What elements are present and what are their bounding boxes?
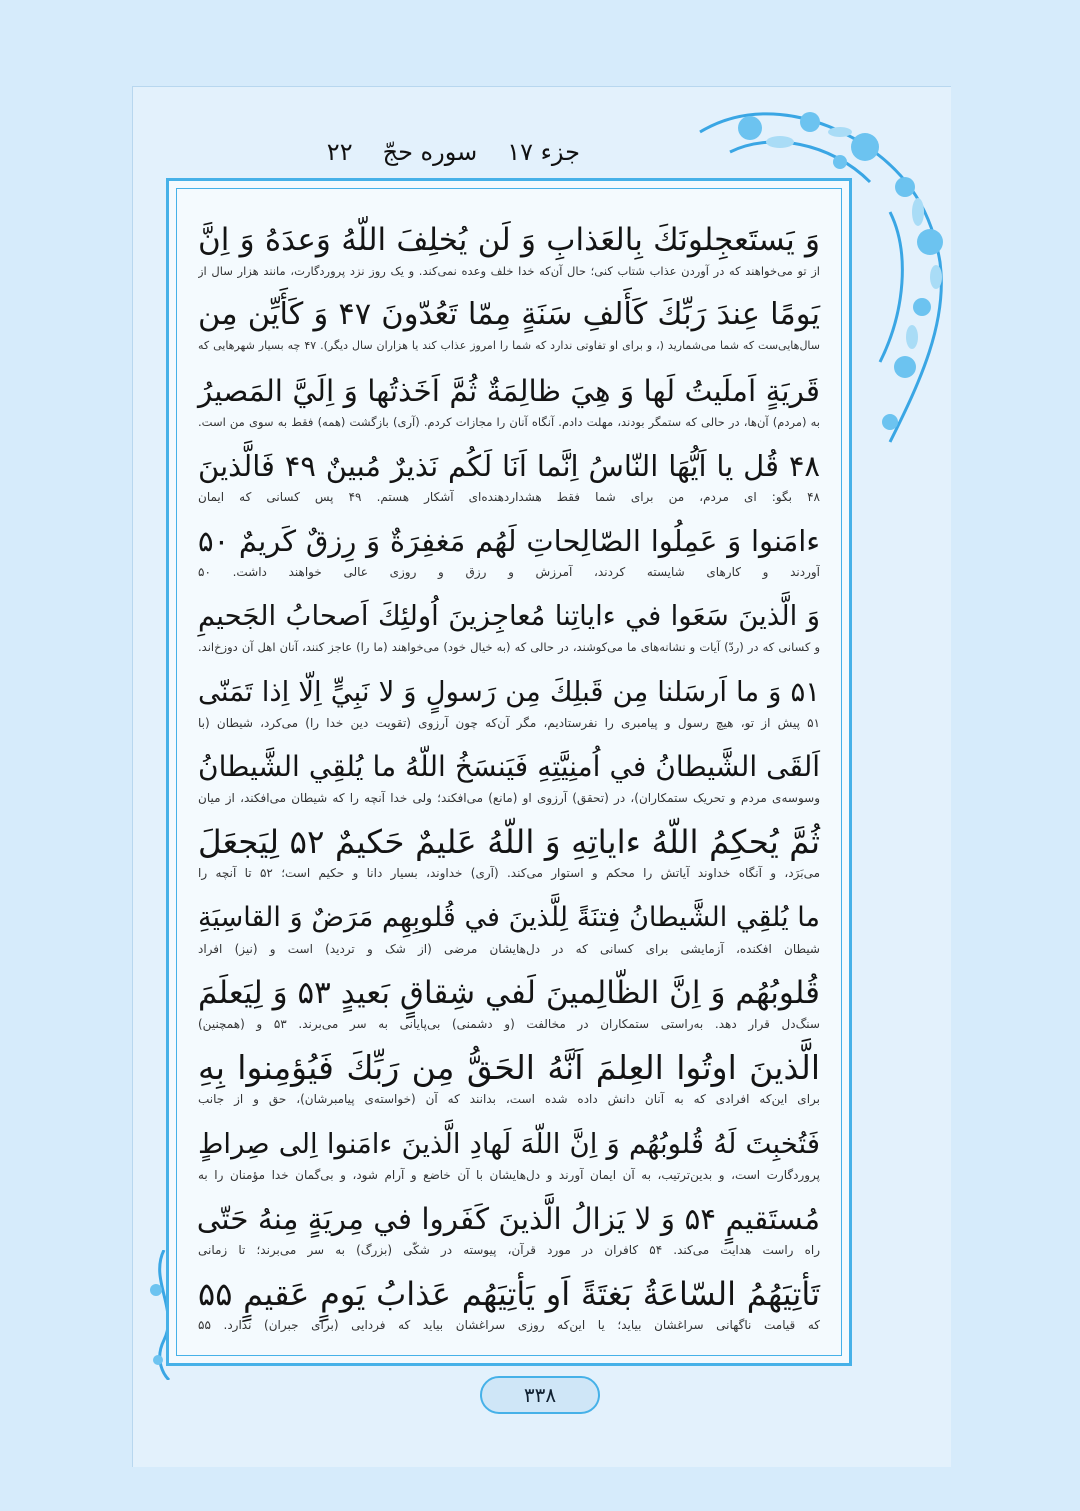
translation-text: ۴۸ بگو: ای مردم، من برای شما فقط هشداردهنده‌ای آشکار هستم. ۴۹ پس کسانی که ایمان <box>198 489 820 504</box>
verse-line <box>198 971 820 1046</box>
arabic-text: ثُمَّ يُحكِمُ اللّهُ ءاياتِهِ وَ اللّهُ عَليمٌ حَكيمٌ ۵۲ لِيَجعَلَ <box>198 823 820 862</box>
verse-line <box>198 1197 820 1272</box>
verse-line <box>198 1272 820 1347</box>
arabic-text: وَ يَستَعجِلونَكَ بِالعَذابِ وَ لَن يُخلِفَ اللّهُ وَعدَهُ وَ اِنَّ <box>198 222 820 258</box>
verse-line <box>198 218 820 293</box>
translation-text: شیطان افکنده، آزمایشی برای کسانی که در دل‌هایشان مرضی (از شک و تردید) است و (نیز) افراد <box>198 941 820 956</box>
verse-line <box>198 369 820 444</box>
arabic-text: فَتُخبِتَ لَهُ قُلوبُهُم وَ اِنَّ اللّهَ لَهادِ الَّذينَ ءامَنوا اِلى صِراطٍ <box>198 1127 820 1160</box>
translation-text: می‌بَرَد، و آنگاه خداوند آیاتش را محکم و استوار می‌کند. (آری) خداوند، بسیار دانا و حکیم است؛ ۵۲ تا آنچه را <box>198 866 820 881</box>
page-number: ۳۳۸ <box>480 1376 600 1414</box>
translation-text: برای این‌که افرادی که به آنان دانش داده شده است، بدانند که آن (خواسته‌ی پیامبرشان)، حق و از جانب <box>198 1092 820 1107</box>
translation-text: ۵۱ پیش از تو، هیچ رسول و پیامبری را نفرستادیم، مگر آن‌که چون آرزوی (تقویت دین خدا را) می‌کرد، شیطان (با <box>198 715 820 730</box>
arabic-text: ۴۸ قُل يا اَيُّهَا النّاسُ اِنَّما اَنَا لَكُم نَذيرٌ مُبينٌ ۴۹ فَالَّذينَ <box>198 448 821 483</box>
translation-text: سنگ‌دل قرار دهد. به‌راستی ستمکاران در مخالفت (و دشمنی) بی‌پایانی به سر می‌برند. ۵۳ و (همچنین) <box>198 1016 820 1031</box>
translation-text: به (مردم) آن‌ها، در حالی که ستمگر بودند، مهلت دادم. آنگاه آنان را مجازات کردم. (آری) بازگشت (همه) فقط به سوی من است. <box>198 414 820 429</box>
translation-text: از تو می‌خواهند که در آوردن عذاب شتاب کنی؛ حال آن‌که خدا خلف وعده نمی‌کند. و یک روز نزد پروردگارت، مانند هزار سال از <box>198 264 820 278</box>
arabic-text: وَ الَّذينَ سَعَوا في ءاياتِنا مُعاجِزينَ اُولئِكَ اَصحابُ الجَحيمِ <box>198 600 820 633</box>
translation-text: سال‌هایی‌ست که شما می‌شمارید (، و برای او تفاوتی ندارد که شما را امروز عذاب کند یا هزاران سال دیگر). ۴۷ چه بسیار شهرهایی که <box>198 339 820 353</box>
arabic-text: ۵۱ وَ ما اَرسَلنا مِن قَبلِكَ مِن رَسولٍ وَ لا نَبِيٍّ اِلّا اِذا تَمَنّى <box>198 675 820 708</box>
arabic-text: مُستَقيمٍ ۵۴ وَ لا يَزالُ الَّذينَ كَفَروا في مِريَةٍ مِنهُ حَتّى <box>196 1201 820 1236</box>
verse-line <box>198 1122 820 1197</box>
arabic-text: ءامَنوا وَ عَمِلُوا الصّالِحاتِ لَهُم مَغفِرَةٌ وَ رِزقٌ كَريمٌ ۵۰ <box>198 524 820 559</box>
verse-line <box>198 293 820 368</box>
verse-line <box>198 745 820 820</box>
verse-line <box>198 444 820 519</box>
arabic-text: تَأتِيَهُمُ السّاعَةُ بَغتَةً اَو يَأتِيَهُم عَذابُ يَومٍ عَقيمٍ ۵۵ <box>198 1275 820 1314</box>
verse-line <box>198 594 820 669</box>
verse-line <box>198 670 820 745</box>
juz-label: جزء ۱۷ <box>507 138 580 166</box>
arabic-text: ما يُلقِي الشَّيطانُ فِتنَةً لِلَّذينَ في قُلوبِهِم مَرَضٌ وَ القاسِيَةِ <box>198 901 820 933</box>
page-header <box>300 132 580 172</box>
arabic-text: قَريَةٍ اَملَيتُ لَها وَ هِيَ ظالِمَةٌ ثُمَّ اَخَذتُها وَ اِلَيَّ المَصيرُ <box>198 373 820 408</box>
arabic-text: الَّذينَ اوتُوا العِلمَ اَنَّهُ الحَقُّ مِن رَبِّكَ فَيُؤمِنوا بِهِ <box>198 1048 820 1088</box>
arabic-text: اَلقَى الشَّيطانُ في اُمنِيَّتِهِ فَيَنسَخُ اللّهُ ما يُلقِي الشَّيطانُ <box>198 750 820 784</box>
verse-line <box>198 519 820 594</box>
surah-label: سوره حجّ <box>382 138 478 166</box>
translation-text: وسوسه‌ی مردم و تحریک ستمکاران)، در (تحقق) آرزوی او (مانع) می‌افکند؛ ولی خدا آنچه را که شیطان می‌افکند، از میان <box>198 791 820 806</box>
arabic-text: يَومًا عِندَ رَبِّكَ كَأَلفِ سَنَةٍ مِمّا تَعُدّونَ ۴۷ وَ كَأَيِّن مِن <box>198 297 821 333</box>
verse-line <box>198 820 820 895</box>
translation-text: و کسانی که در (ردّ) آیات و نشانه‌های ما می‌کوشند، در حالی که (به خیال خود) می‌خواهند (ما را) عاجز کنند، آنان اهل آن دوزخ‌اند. <box>198 640 820 655</box>
verse-block <box>198 218 820 1348</box>
translation-text: آوردند و کارهای شایسته کردند، آمرزش و رزق و روزی عالی خواهند داشت. ۵۰ <box>198 565 820 580</box>
translation-text: پروردگارت است، و بدین‌ترتیب، به آن ایمان آورند و دل‌هایشان با آن خاضع و آرام شود، و بی‌گمان خدا مؤمنان را به <box>198 1167 820 1182</box>
verse-line <box>198 1046 820 1121</box>
verse-line <box>198 896 820 971</box>
arabic-text: قُلوبُهُم وَ اِنَّ الظّالِمينَ لَفي شِقاقٍ بَعيدٍ ۵۳ وَ لِيَعلَمَ <box>198 974 821 1011</box>
surah-number: ۲۲ <box>326 138 353 166</box>
translation-text: راه راست هدایت می‌کند. ۵۴ کافران در مورد قرآن، پیوسته در شکّی (بزرگ) به سر می‌برند؛ تا زمانی <box>198 1242 820 1257</box>
translation-text: که قیامت ناگهانی سراغشان بیاید؛ یا این‌که روزی سراغشان بیاید که فردایی (برای جبران) ندارد. ۵۵ <box>198 1318 820 1333</box>
